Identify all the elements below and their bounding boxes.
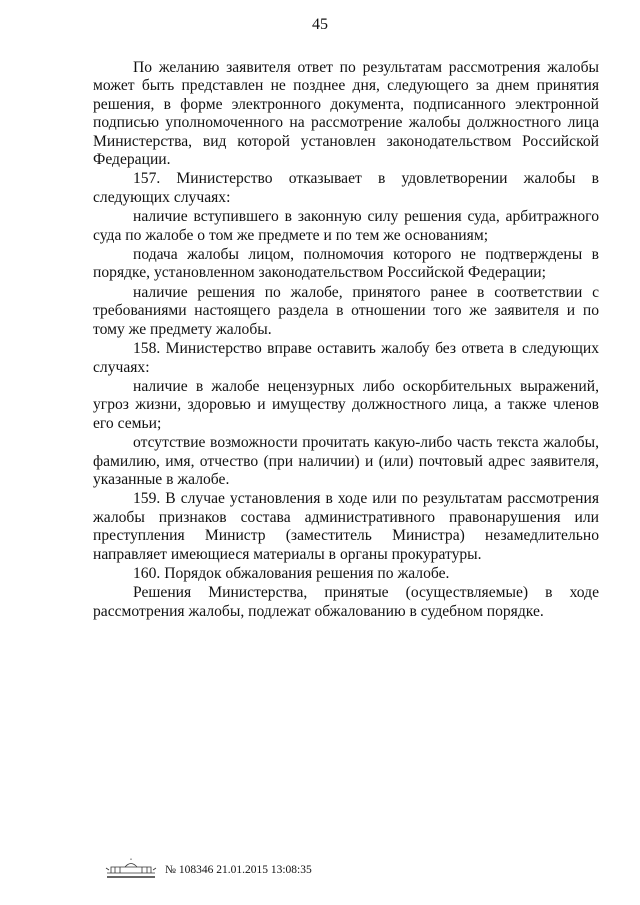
paragraph-157-prior-decision: наличие решения по жалобе, принятого ранее в соответствии с требованиями настоящего раздела в отношении того же заявителя и по тому же предмету жалобы. — [93, 283, 599, 338]
government-seal-icon — [103, 858, 159, 882]
page-number: 45 — [312, 16, 328, 33]
paragraph-158-unreadable: отсутствие возможности прочитать какую-либо часть текста жалобы, фамилию, имя, отчество (при наличии) и (или) почтовый адрес заявителя, указанные в жалобе. — [93, 434, 599, 488]
paragraph-158-heading: 158. Министерство вправе оставить жалобу без ответа в следующих случаях: — [93, 340, 599, 376]
registration-stamp: № 108346 21.01.2015 13:08:35 — [165, 864, 312, 876]
paragraph-160-heading: 160. Порядок обжалования решения по жалобе. — [133, 564, 450, 582]
paragraph-response-form: По желанию заявителя ответ по результатам рассмотрения жалобы может быть представлен не позднее дня, следующего за днем принятия решения, в форме электронного документа, подписанного электронной подписью уполномоченного на рассмотрение жалобы должностного лица Министерства, вид которой установлен законодательством Российской Федерации. — [93, 59, 599, 169]
paragraph-157-unauthorized: подача жалобы лицом, полномочия которого не подтверждены в порядке, установленном законодательством Российской Федерации; — [93, 246, 599, 282]
document-body — [93, 59, 599, 622]
paragraph-157-heading: 157. Министерство отказывает в удовлетворении жалобы в следующих случаях: — [93, 170, 599, 206]
paragraph-158-obscene: наличие в жалобе нецензурных либо оскорбительных выражений, угроз жизни, здоровью и имуществу должностного лица, а также членов его семьи; — [93, 377, 599, 432]
registration-footer — [103, 858, 312, 882]
paragraph-157-court-decision: наличие вступившего в законную силу решения суда, арбитражного суда по жалобе о том же предмете и по тем же основаниям; — [93, 208, 599, 244]
paragraph-159: 159. В случае установления в ходе или по результатам рассмотрения жалобы признаков состава административного правонарушения или преступления Министр (заместитель Министра) незамедлительно направляет имеющиеся материалы в органы прокуратуры. — [93, 490, 599, 563]
paragraph-160-appeal: Решения Министерства, принятые (осуществляемые) в ходе рассмотрения жалобы, подлежат обжалованию в судебном порядке. — [93, 584, 599, 620]
